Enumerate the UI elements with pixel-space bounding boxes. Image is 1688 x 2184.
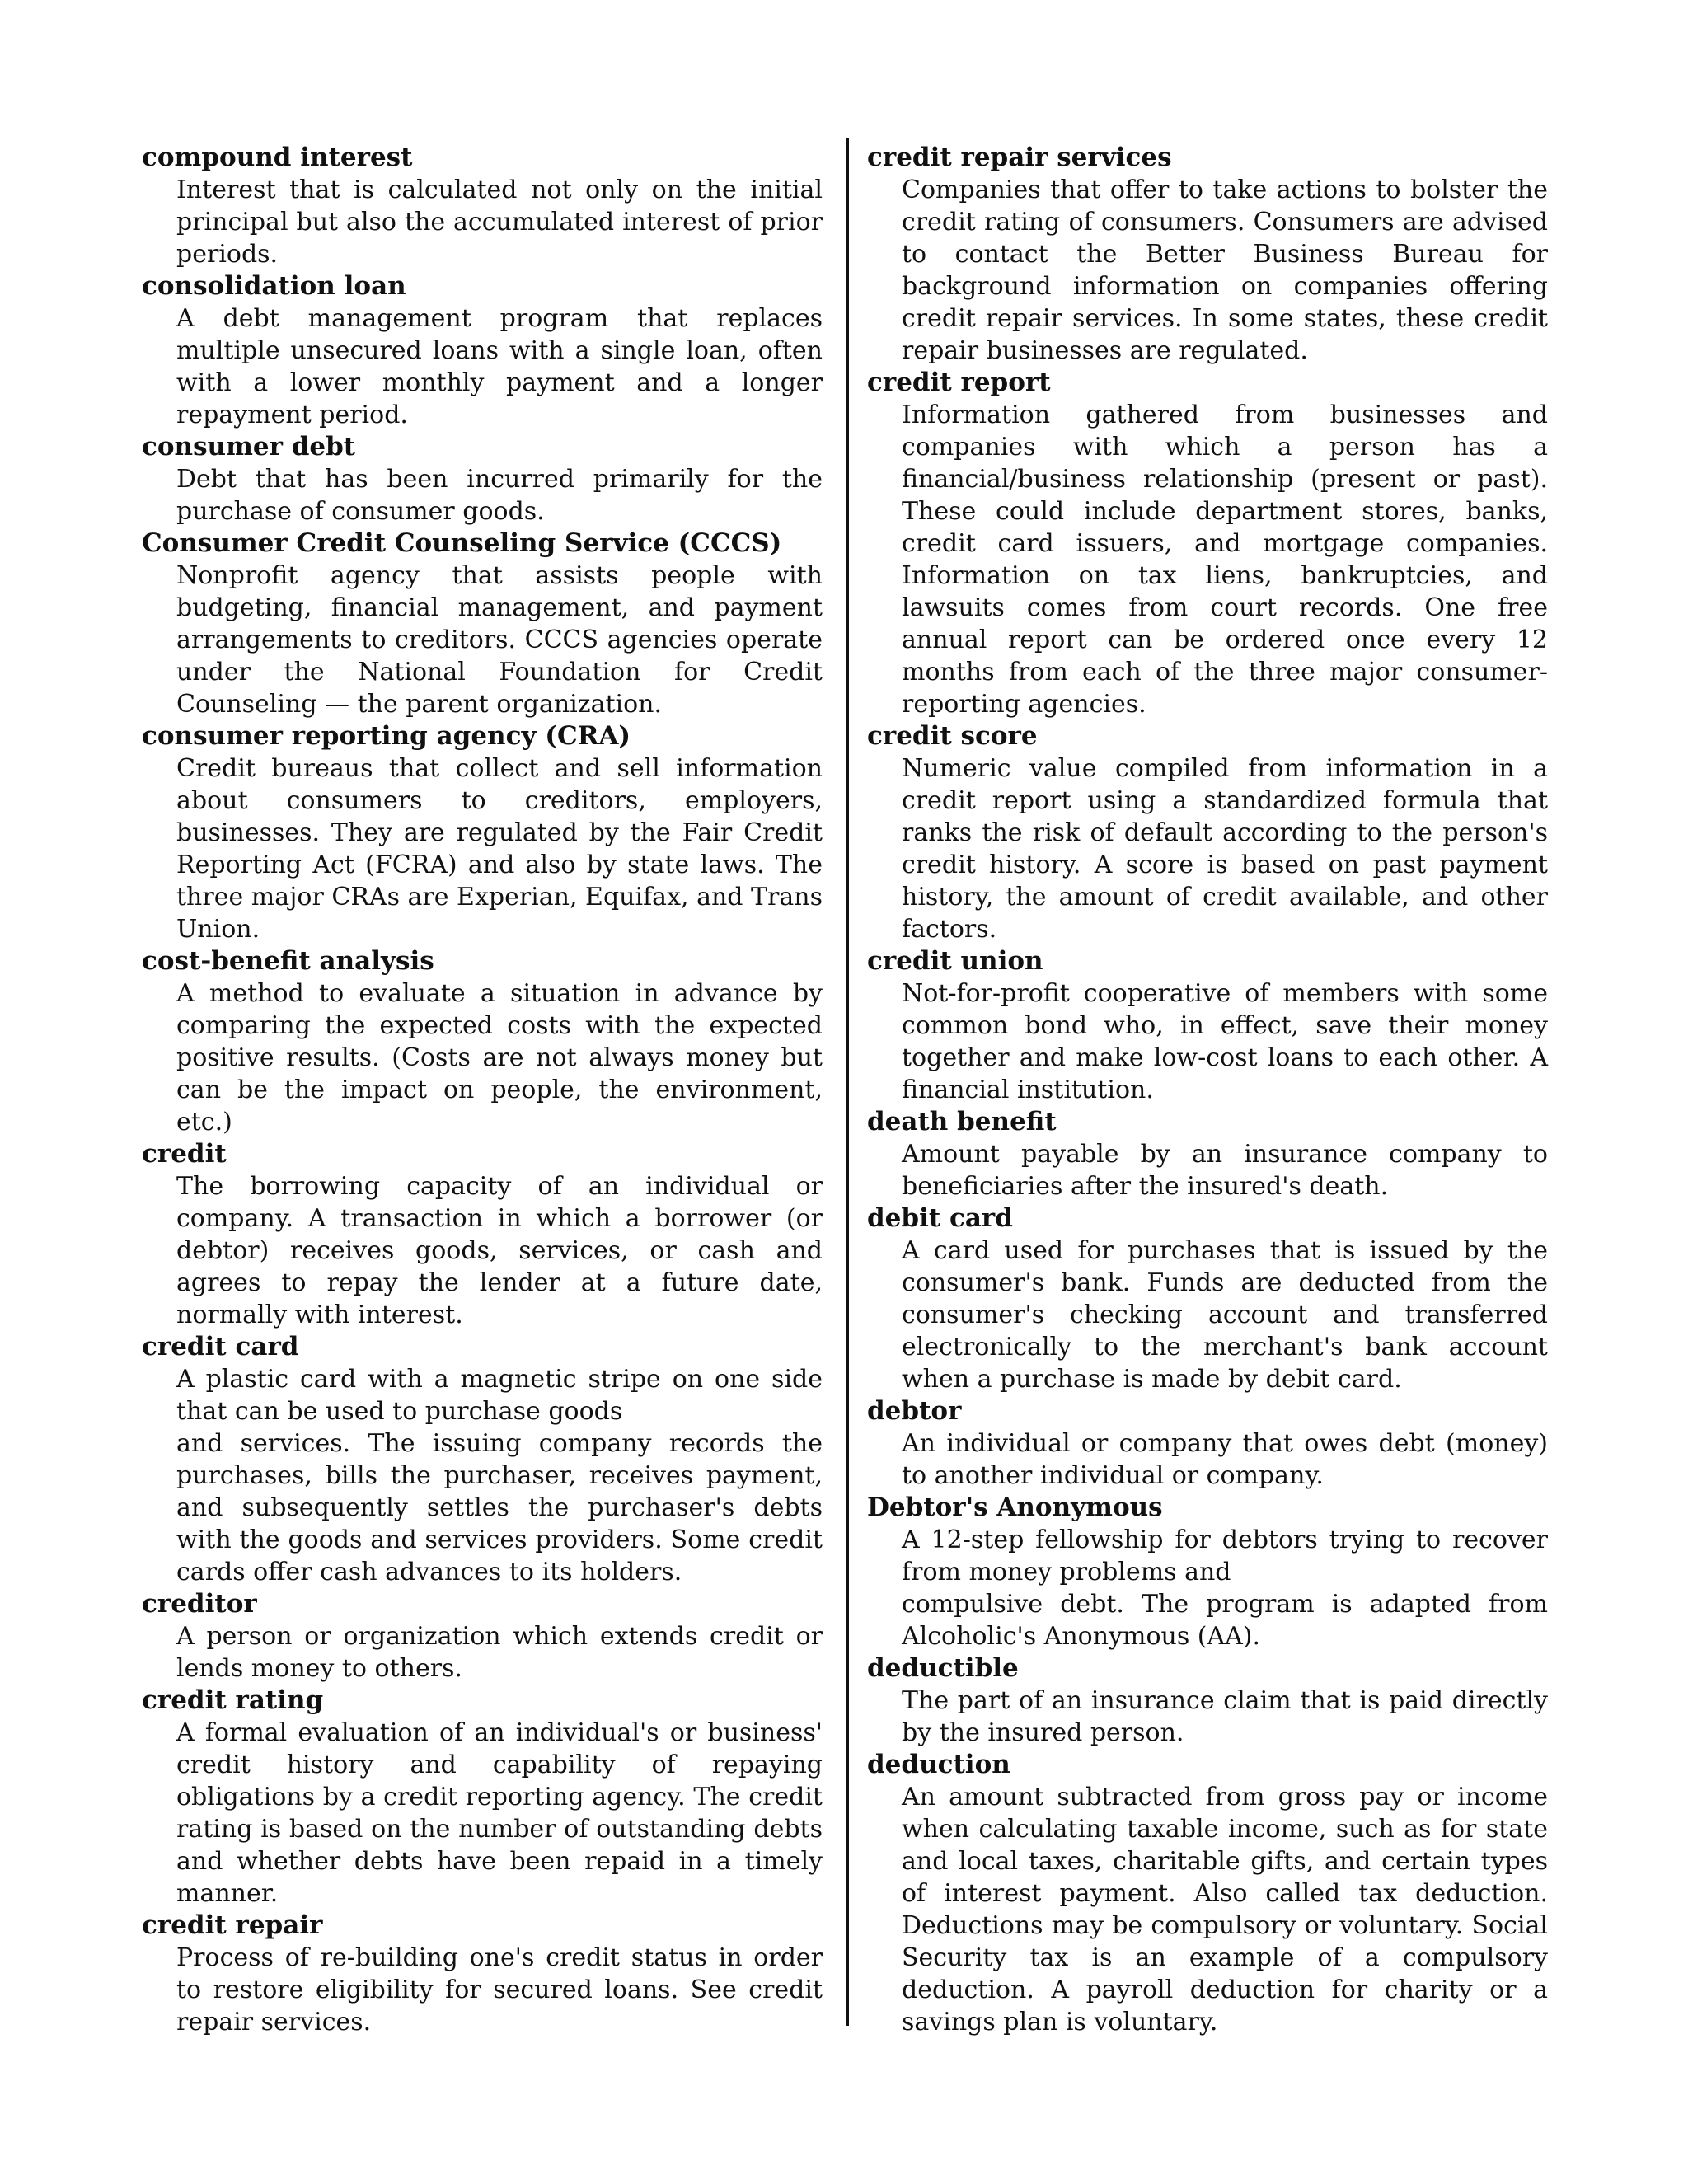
glossary-term: credit [142,1139,227,1169]
column-divider [846,138,849,2026]
glossary-term: credit repair [142,1910,323,1940]
glossary-right-column [867,142,1548,2038]
glossary-entry [142,1588,823,1685]
glossary-term: debit card [867,1203,1013,1233]
glossary-definition: Credit bureaus that collect and sell information about consumers to creditors, employers, businesses. They are regulated by the Fair Credit Reporting Act (FCRA) and also by state laws. The three major CRAs are Experian, Equifax, and Trans Union. [176,754,823,944]
glossary-entry [867,1395,1548,1492]
glossary-entry [142,1138,823,1331]
glossary-entry [142,527,823,720]
glossary-definition: A method to evaluate a situation in advance by comparing the expected costs with the expected positive results. (Costs are not always money but can be the impact on people, the environment, etc.) [176,979,823,1137]
glossary-entry [867,1202,1548,1395]
glossary-definition: A 12-step fellowship for debtors trying to recover from money problems and [902,1526,1548,1586]
glossary-term: Consumer Credit Counseling Service (CCCS) [142,528,782,558]
glossary-definition: Amount payable by an insurance company to beneficiaries after the insured's death. [902,1140,1548,1201]
glossary-entry [867,1492,1548,1652]
glossary-definition: compulsive debt. The program is adapted from Alcoholic's Anonymous (AA). [902,1590,1548,1651]
glossary-definition: A card used for purchases that is issued by the consumer's bank. Funds are deducted from the consumer's checking account and transferred electronically to the merchant's bank account when a purchase is made by debit card. [902,1236,1548,1394]
glossary-entry [867,945,1548,1106]
glossary-definition: Nonprofit agency that assists people with budgeting, financial management, and payment arrangements to creditors. CCCS agencies operate under the National Foundation for Credit Counseling — the parent organization. [176,561,823,719]
glossary-term: compound interest [142,143,413,172]
glossary-term: credit union [867,946,1043,976]
glossary-definition: An individual or company that owes debt (money) to another individual or company. [902,1429,1548,1490]
glossary-term: credit score [867,721,1038,751]
glossary-definition: Numeric value compiled from information in a credit report using a standardized formula that ranks the risk of default according to the person's credit history. A score is based on past payment history, the amount of credit available, and other factors. [902,754,1548,944]
glossary-term: debtor [867,1396,962,1426]
glossary-term: credit report [867,368,1051,397]
glossary-entry [142,1685,823,1910]
glossary-term: consumer debt [142,432,356,462]
glossary-entry [867,367,1548,720]
glossary-entry [142,1331,823,1588]
glossary-definition: Interest that is calculated not only on the initial principal but also the accumulated interest of prior periods. [176,176,823,269]
glossary-term: deductible [867,1653,1019,1683]
glossary-entry [867,720,1548,945]
glossary-term: consumer reporting agency (CRA) [142,721,631,751]
glossary-entry [142,142,823,270]
glossary-definition: and services. The issuing company records the purchases, bills the purchaser, receives payment, and subsequently settles the purchaser's debts with the goods and services providers. Some credit cards offer cash advances to its holders. [176,1429,823,1586]
glossary-term: credit repair services [867,143,1172,172]
glossary-term: consolidation loan [142,271,406,301]
glossary-term: creditor [142,1589,257,1619]
glossary-definition: A formal evaluation of an individual's or business' credit history and capability of repaying obligations by a credit reporting agency. The credit rating is based on the number of outstanding debts and whether debts have been repaid in a timely manner. [176,1718,823,1908]
glossary-term: cost-benefit analysis [142,946,434,976]
glossary-entry [867,1106,1548,1202]
glossary-definition: Companies that offer to take actions to bolster the credit rating of consumers. Consumers are advised to contact the Better Business Bureau for background information on companies offering credit repair services. In some states, these credit repair businesses are regulated. [902,176,1548,365]
glossary-definition: A person or organization which extends credit or lends money to others. [176,1622,823,1683]
glossary-entry [142,431,823,527]
glossary-term: credit card [142,1332,299,1361]
glossary-term: deduction [867,1750,1010,1779]
glossary-entry [142,1910,823,2038]
glossary-definition: The borrowing capacity of an individual or company. A transaction in which a borrower (or debtor) receives goods, services, or cash and agrees to repay the lender at a future date, normally with interest. [176,1172,823,1329]
glossary-term: Debtor's Anonymous [867,1493,1163,1522]
glossary-definition: Information gathered from businesses and companies with which a person has a financial/business relationship (present or past). These could include department stores, banks, credit card issuers, and mortgage companies. Information on tax liens, bankruptcies, and lawsuits comes from court records. One free annual report can be ordered once every 12 months from each of the three major consumer-reporting agencies. [902,401,1548,719]
glossary-term: death benefit [867,1107,1057,1137]
glossary-definition: Process of re-building one's credit status in order to restore eligibility for secured loans. See credit repair services. [176,1943,823,2036]
glossary-definition: A debt management program that replaces multiple unsecured loans with a single loan, often with a lower monthly payment and a longer repayment period. [176,304,823,429]
glossary-entry [142,270,823,431]
glossary-definition: A plastic card with a magnetic stripe on one side that can be used to purchase goods [176,1365,823,1426]
glossary-entry [867,142,1548,367]
glossary-definition: Not-for-profit cooperative of members with some common bond who, in effect, save their money together and make low-cost loans to each other. A financial institution. [902,979,1548,1104]
glossary-entry [867,1749,1548,2038]
glossary-entry [142,945,823,1138]
glossary-definition: An amount subtracted from gross pay or income when calculating taxable income, such as for state and local taxes, charitable gifts, and certain types of interest payment. Also called tax deduction. Deductions may be compulsory or voluntary. Social Security tax is an example of a compulsory deduction. A payroll deduction for charity or a savings plan is voluntary. [902,1783,1548,2036]
glossary-entry [142,720,823,945]
glossary-entry [867,1652,1548,1749]
glossary-left-column [142,142,823,2038]
glossary-term: credit rating [142,1685,324,1715]
glossary-definition: The part of an insurance claim that is paid directly by the insured person. [902,1686,1548,1747]
glossary-definition: Debt that has been incurred primarily for the purchase of consumer goods. [176,465,823,526]
